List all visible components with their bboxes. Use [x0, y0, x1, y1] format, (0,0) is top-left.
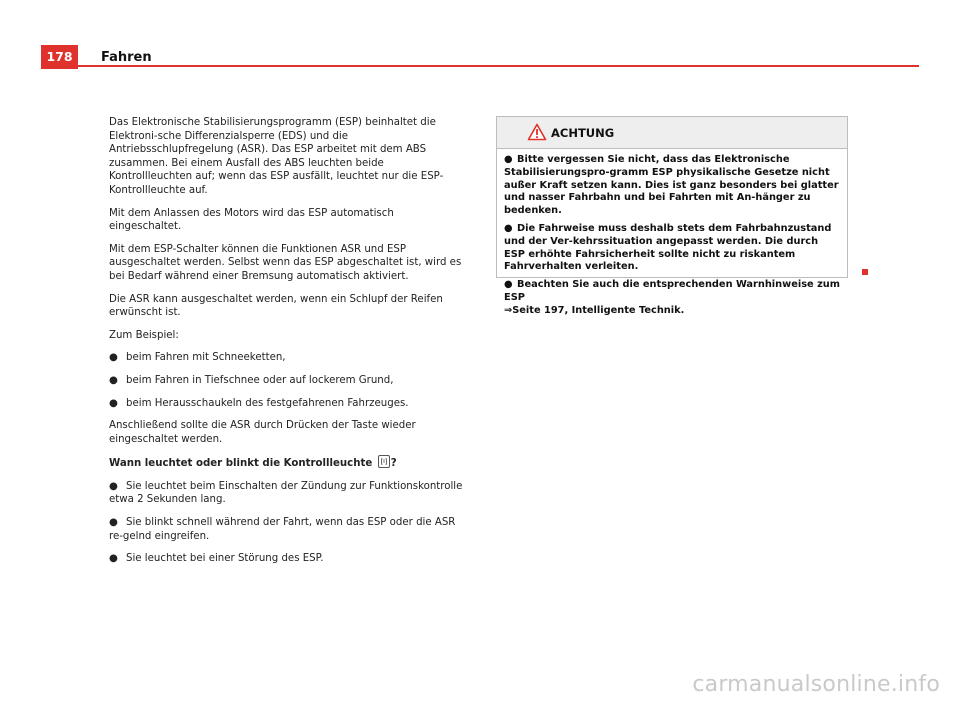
warning-item-text: Die Fahrweise muss deshalb stets dem Fahrbahnzustand und der Ver-kehrssituation angepasst werden. Die durch ESP erhöhte Fahrsicherheit sollte nicht zu riskantem Fahrverhalten verleiten.: [504, 222, 832, 273]
paragraph-esp-intro: Das Elektronische Stabilisierungsprogramm (ESP) beinhaltet die Elektroni-sche Differenzialsperre (EDS) und die Antriebsschlupfregelung (ASR). Das ESP arbeitet mit dem ABS zusammen. Bei einem Ausfall des ABS leuchten beide Kontrollleuchten auf; wenn das ESP ausfällt, leuchtet nur die ESP-Kontrollleuchte auf.: [109, 117, 444, 196]
bullet-icon: ●: [504, 279, 513, 291]
header-rule: [78, 65, 919, 67]
warning-title: ACHTUNG: [551, 126, 615, 140]
list-item: [109, 480, 466, 507]
warning-item: [504, 154, 840, 218]
page-reference-link[interactable]: Seite 197, Intelligente Technik.: [512, 304, 685, 316]
list-item: [109, 374, 466, 388]
watermark: carmanualsonline.info: [692, 672, 940, 697]
bullet-icon: ●: [109, 374, 118, 386]
list-item-text: beim Fahren in Tiefschnee oder auf lockerem Grund,: [126, 374, 394, 386]
chapter-title: Fahren: [101, 50, 152, 65]
question-text: Wann leuchtet oder blinkt die Kontrollleuchte: [109, 458, 373, 470]
section-end-marker: [862, 269, 868, 275]
paragraph-esp-switch: Mit dem ESP-Schalter können die Funktionen ASR und ESP ausgeschaltet werden. Selbst wenn das ESP abgeschaltet ist, wird es bei Bedarf während einer Bremsung automatisch aktiviert.: [109, 243, 462, 282]
warning-box: [496, 116, 848, 316]
bullet-icon: ●: [109, 352, 118, 364]
list-item: [109, 516, 466, 543]
bullet-icon: ●: [109, 397, 118, 409]
warning-item: [504, 279, 840, 317]
paragraph-asr-off: Die ASR kann ausgeschaltet werden, wenn ein Schlupf der Reifen erwünscht ist.: [109, 293, 443, 319]
section-question: [109, 455, 466, 471]
list-item: [109, 351, 466, 365]
list-item-text: Sie leuchtet beim Einschalten der Zündung zur Funktionskontrolle etwa 2 Sekunden lang.: [109, 480, 463, 506]
paragraph-asr-on: Anschließend sollte die ASR durch Drücken der Taste wieder eingeschaltet werden.: [109, 420, 416, 445]
esp-warning-light-icon: [378, 455, 390, 468]
warning-item-text: Beachten Sie auch die entsprechenden Warnhinweise zum ESP: [504, 279, 840, 303]
question-mark: ?: [390, 458, 397, 470]
warning-body: [497, 149, 847, 318]
left-column: [109, 116, 466, 575]
bullet-icon: ●: [109, 553, 118, 565]
list-item-text: Sie blinkt schnell während der Fahrt, wenn das ESP oder die ASR re-gelnd eingreifen.: [109, 517, 456, 542]
list-item-text: Sie leuchtet bei einer Störung des ESP.: [126, 553, 324, 565]
bullet-icon: ●: [504, 222, 513, 234]
bullet-icon: ●: [504, 154, 513, 165]
page-number: 178: [41, 45, 78, 69]
list-item: [109, 552, 466, 566]
warning-header: [497, 117, 847, 149]
warning-item: [504, 223, 840, 274]
bullet-icon: ●: [109, 517, 118, 529]
list-item-text: beim Fahren mit Schneeketten,: [126, 352, 286, 364]
warning-triangle-icon: [527, 123, 547, 145]
paragraph-esp-start: Mit dem Anlassen des Motors wird das ESP automatisch eingeschaltet.: [109, 207, 394, 233]
bullet-icon: ●: [109, 480, 118, 492]
paragraph-example: Zum Beispiel:: [109, 329, 179, 341]
warning-item-text: Bitte vergessen Sie nicht, dass das Elektronische Stabilisierungspro-gramm ESP physikalische Gesetze nicht außer Kraft setzen kann. Dies ist ganz besonders bei glatter und nasser Fahrbahn und bei Fahrten mit An-hänger zu bedenken.: [504, 154, 839, 217]
list-item: [109, 397, 466, 411]
page-reference-arrow: ⇒: [504, 304, 513, 316]
list-item-text: beim Herausschaukeln des festgefahrenen Fahrzeuges.: [126, 397, 409, 409]
